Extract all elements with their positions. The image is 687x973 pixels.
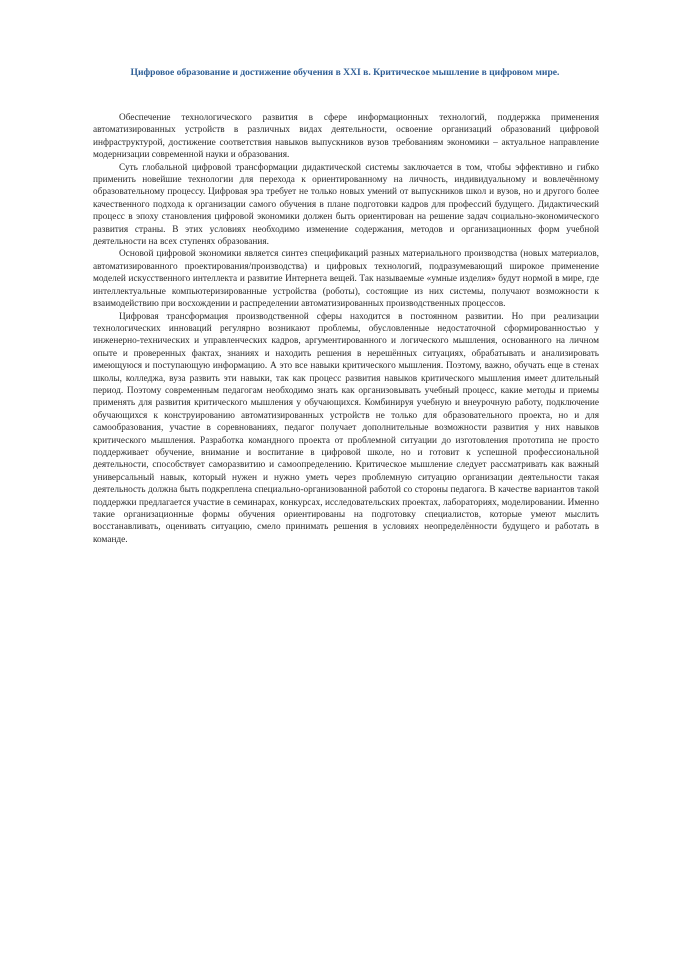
paragraph-4: Цифровая трансформация производственной сферы находится в постоянном развитии. Но при реализации технологических инноваций регулярно возникают проблемы, обусловленные недостаточной сформированностью у инженерно-технических и управленческих кадров, аргументированного и логического мышления, основанного на личном опыте и проверенных фактах, знаниях и находить решения в нерешённых ситуациях, обрабатывать и анализировать имеющуюся и поступающую информацию. А это все навыки критического мышления. Поэтому, важно, обучать еще в стенах школы, колледжа, вуза развить эти навыки, так как процесс развития навыков критического мышления имеет длительный период. Поэтому современным педагогам необходимо знать как организовывать учебный процесс, какие методы и приемы применять для развития критического мышления у обучающихся. Комбинируя учебную и внеурочную работу, подключение обучающихся к конструированию автоматизированных устройств не только для образовательного проекта, но и для самообразования, участие в соревнованиях, педагог получает дополнительные возможности развития у них навыков критического мышления. Разработка командного проекта от проблемной ситуации до изготовления прототипа не просто поддерживает обучение, внимание и воспитание в цифровой школе, но и готовит к успешной профессиональной деятельности, способствует саморазвитию и самоопределению. Критическое мышление следует рассматривать как важный универсальный навык, который нужен и нужно уметь через проблемную ситуацию организации деятельности такая деятельность должна быть подкреплена специально-организованной работой со стороны педагога. В качестве вариантов такой поддержки предлагается участие в семинарах, конкурсах, исследовательских проектах, лабораториях, моделировании. Именно такие организационные формы обучения ориентированы на подготовку специалистов, которые умеют мыслить восстанавливать, оценивать ситуацию, смело принимать решения в условиях неопределённости будущего и работать в команде. xyxy=(93,311,599,545)
paragraph-3: Основой цифровой экономики является синтез спецификаций разных материального производства (новых материалов, автоматизированного проектирования/производства) и цифровых технологий, подразумевающий широкое применение моделей искусственного интеллекта и развитие Интернета вещей. Так называемые «умные изделия» будут нормой в мире, где интеллектуальные компьютеризированные устройства (роботы), состоящие из них системы, получают возможности к взаимодействию при восхождении и распределении автоматизированных производственных процессов. xyxy=(93,249,599,310)
document-body xyxy=(93,112,599,546)
paragraph-1: Обеспечение технологического развития в сфере информационных технологий, поддержка применения автоматизированных устройств в различных видах деятельности, освоение организаций образований цифровой инфраструктурой, достижение соответствия навыков выпускников вузов требованиям экономики – актуальное направление модернизации современной науки и образования. xyxy=(93,113,599,161)
document-title: Цифровое образование и достижение обучения в XXI в. Критическое мышление в цифровом мире. xyxy=(130,67,560,78)
paragraph-2: Суть глобальной цифровой трансформации дидактической системы заключается в том, чтобы эффективно и гибко применить новейшие технологии для перехода к ориентированному на личность, индивидуальному и вовлечённому образовательному процессу. Цифровая эра требует не только новых умений от выпускников школ и вузов, но и другого более качественного подхода к организации самого обучения в плане подготовки кадров для профессий будущего. Дидактический процесс в эпоху становления цифровой экономики должен быть ориентирован на решение задач социально-экономического развития страны. В этих условиях необходимо изменение содержания, методов и организационных форм учебной деятельности на всех ступенях образования. xyxy=(93,162,599,248)
